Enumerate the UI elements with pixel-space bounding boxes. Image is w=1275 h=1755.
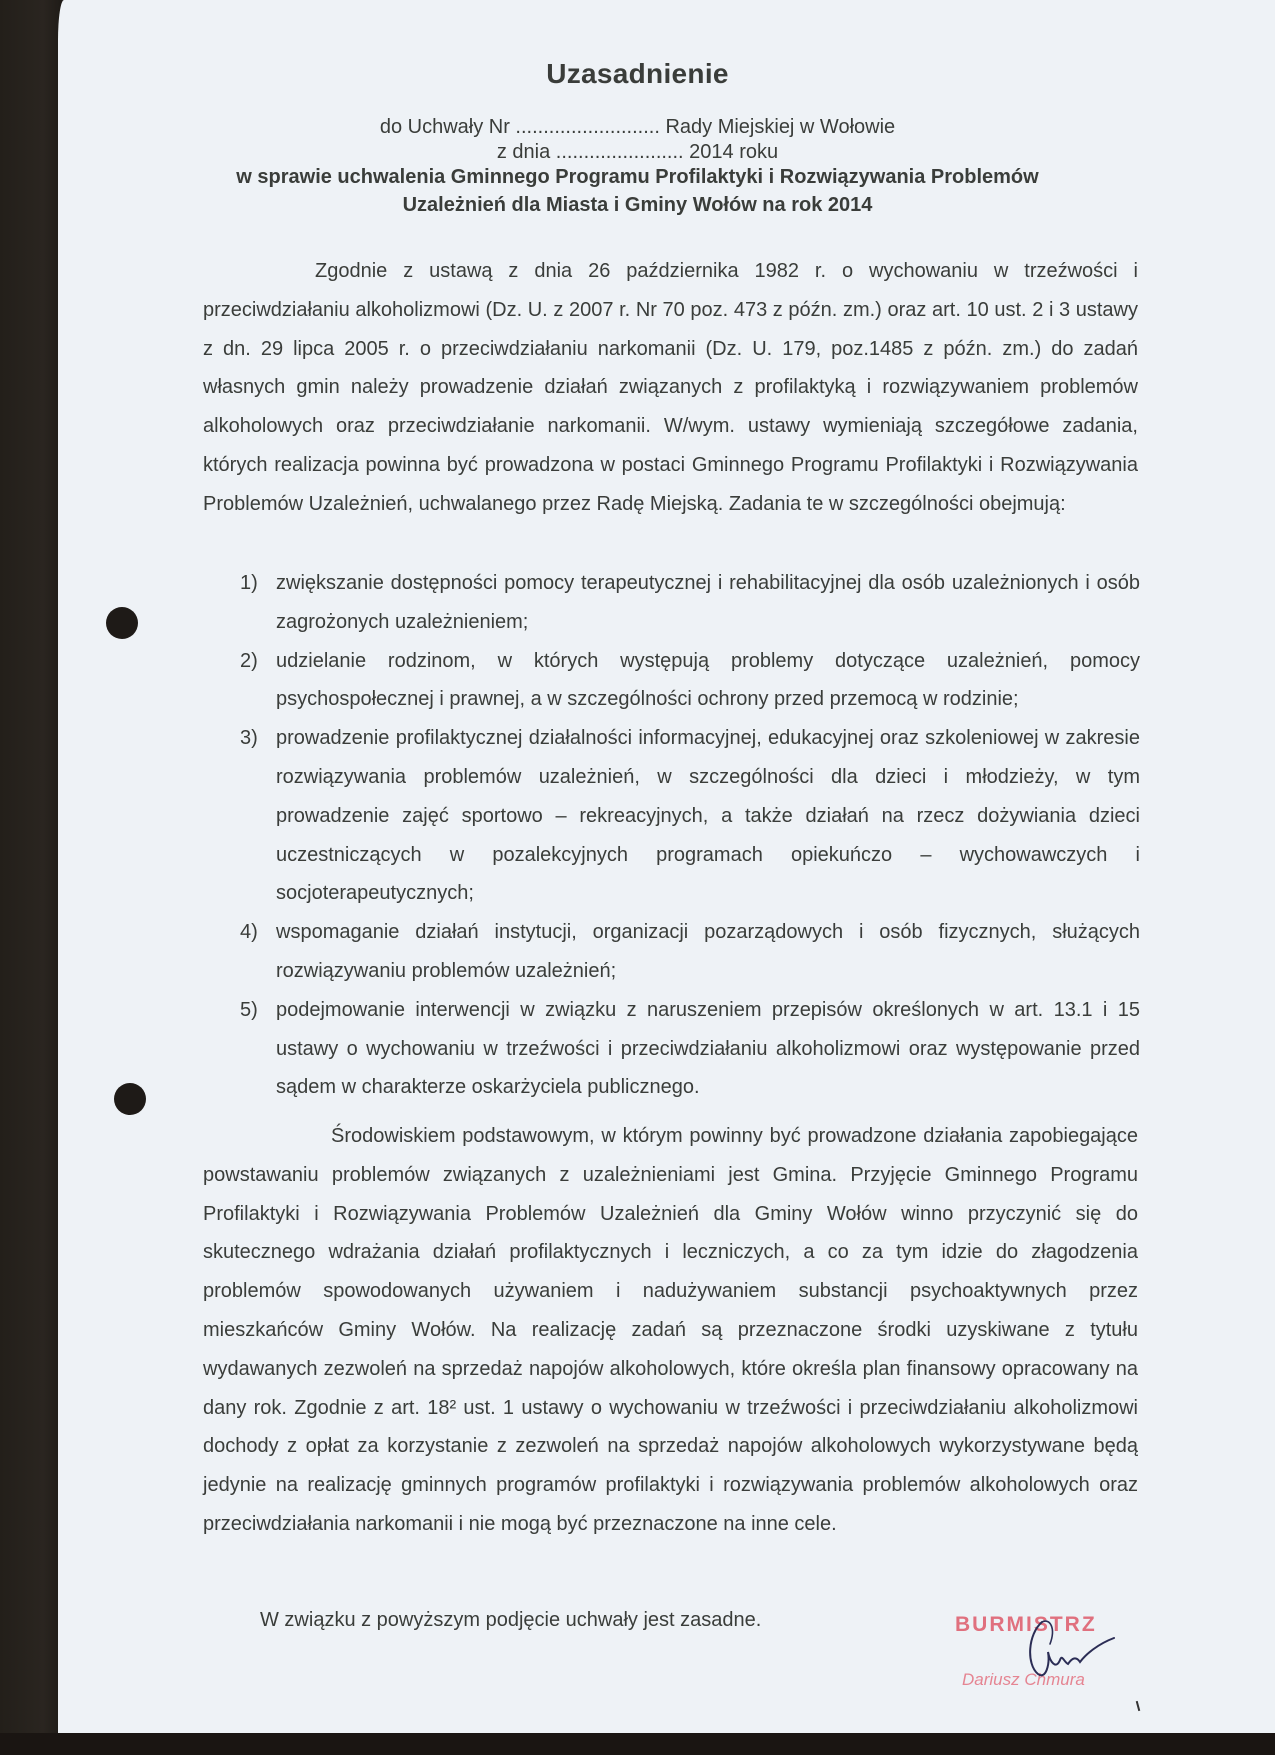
scan-border-bottom [0, 1733, 1275, 1755]
task-text: wspomaganie działań instytucji, organizacji pozarządowych i osób fizycznych, służących rozwiązywaniu problemów uzależnień; [276, 921, 1140, 982]
task-number: 4) [240, 921, 258, 944]
resolution-date-line: z dnia ....................... 2014 roku [496, 141, 779, 163]
task-number: 5) [240, 998, 258, 1021]
handwritten-signature-icon [1020, 1614, 1140, 1686]
punch-hole [106, 607, 138, 639]
task-text: udzielanie rodzinom, w których występują problemy dotyczące uzależnień, pomocy psychospołecznej i prawnej, a w szczególności ochrony przed przemocą w rodzinie; [276, 649, 1140, 711]
task-number: 2) [240, 649, 258, 672]
task-number: 3) [240, 727, 258, 750]
document-title: Uzasadnienie [546, 58, 729, 89]
task-text: prowadzenie profilaktycznej działalności informacyjnej, edukacyjnej oraz szkoleniowej w zakresie rozwiązywania problemów uzależnień, w szczególności dla dzieci i młodzieży, w tym prowadzenie zajęć sportowo – rekreacyjnych, a także działań na rzecz dożywiania dzieci uczestniczących w pozalekcyjnych programach opiekuńczo – wychowawczych i socjoterapeutycznych; [276, 727, 1140, 905]
task-item [240, 913, 1140, 991]
stamp-title: BURMISTRZ [955, 1613, 1097, 1636]
task-item [240, 991, 1140, 1107]
stamp-name: Dariusz Chmura [962, 1670, 1085, 1689]
subject-line-2: Uzależnień dla Miasta i Gminy Wołów na rok 2014 [402, 194, 873, 216]
resolution-number-line: do Uchwały Nr .......................... Rady Miejskiej w Wołowie [379, 116, 896, 138]
closing-statement: W związku z powyższym podjęcie uchwały jest zasadne. [260, 1609, 762, 1631]
task-list [240, 564, 1140, 1107]
paragraph-legal-basis: Zgodnie z ustawą z dnia 26 października 1982 r. o wychowaniu w trzeźwości i przeciwdziałaniu alkoholizmowi (Dz. U. z 2007 r. Nr 70 poz. 473 z późn. zm.) oraz art. 10 ust. 2 i 3 ustawy z dn. 29 lipca 2005 r. o przeciwdziałaniu narkomanii (Dz. U. 179, poz.1485 z późn. zm.) do zadań własnych gmin należy prowadzenie działań związanych z profilaktyką i rozwiązywaniem problemów alkoholowych oraz przeciwdziałanie narkomanii. W/wym. ustawy wymieniają szczegółowe zadania, których realizacja powinna być prowadzona w postaci Gminnego Programu Profilaktyki i Rozwiązywania Problemów Uzależnień, uchwalanego przez Radę Miejską. Zadania te w szczególności obejmują: [203, 260, 1138, 515]
task-item [240, 642, 1140, 720]
task-item [240, 564, 1140, 642]
punch-hole [114, 1083, 146, 1115]
paragraph-justification: Środowiskiem podstawowym, w którym powinny być prowadzone działania zapobiegające powstawaniu problemów związanych z uzależnieniami jest Gmina. Przyjęcie Gminnego Programu Profilaktyki i Rozwiązywania Problemów Uzależnień dla Gminy Wołów winno przyczynić się do skutecznego wdrażania działań profilaktycznych i leczniczych, a co za tym idzie do złagodzenia problemów spowodowanych używaniem i nadużywaniem substancji psychoaktywnych przez mieszkańców Gminy Wołów. Na realizację zadań są przeznaczone środki uzyskiwane z tytułu wydawanych zezwoleń na sprzedaż napojów alkoholowych, które określa plan finansowy opracowany na dany rok. Zgodnie z art. 18² ust. 1 ustawy o wychowaniu w trzeźwości i przeciwdziałaniu alkoholizmowi dochody z opłat za korzystanie z zezwoleń na sprzedaż napojów alkoholowych wykorzystywane będą jedynie na realizację gminnych programów profilaktyki i rozwiązywania problemów alkoholowych oraz przeciwdziałania narkomanii i nie mogą być przeznaczone na inne cele. [203, 1125, 1138, 1535]
task-number: 1) [240, 572, 258, 594]
subject-line-1: w sprawie uchwalenia Gminnego Programu Profilaktyki i Rozwiązywania Problemów [236, 166, 1039, 188]
task-text: zwiększanie dostępności pomocy terapeutycznej i rehabilitacyjnej dla osób uzależnionych i osób zagrożonych uzależnieniem; [276, 572, 1140, 633]
task-text: podejmowanie interwencji w związku z naruszeniem przepisów określonych w art. 13.1 i 15 ustawy o wychowaniu w trzeźwości i przeciwdziałaniu alkoholizmowi oraz występowanie przed sądem w charakterze oskarżyciela publicznego. [276, 998, 1140, 1099]
task-item [240, 719, 1140, 913]
scan-border-left [0, 0, 62, 1755]
